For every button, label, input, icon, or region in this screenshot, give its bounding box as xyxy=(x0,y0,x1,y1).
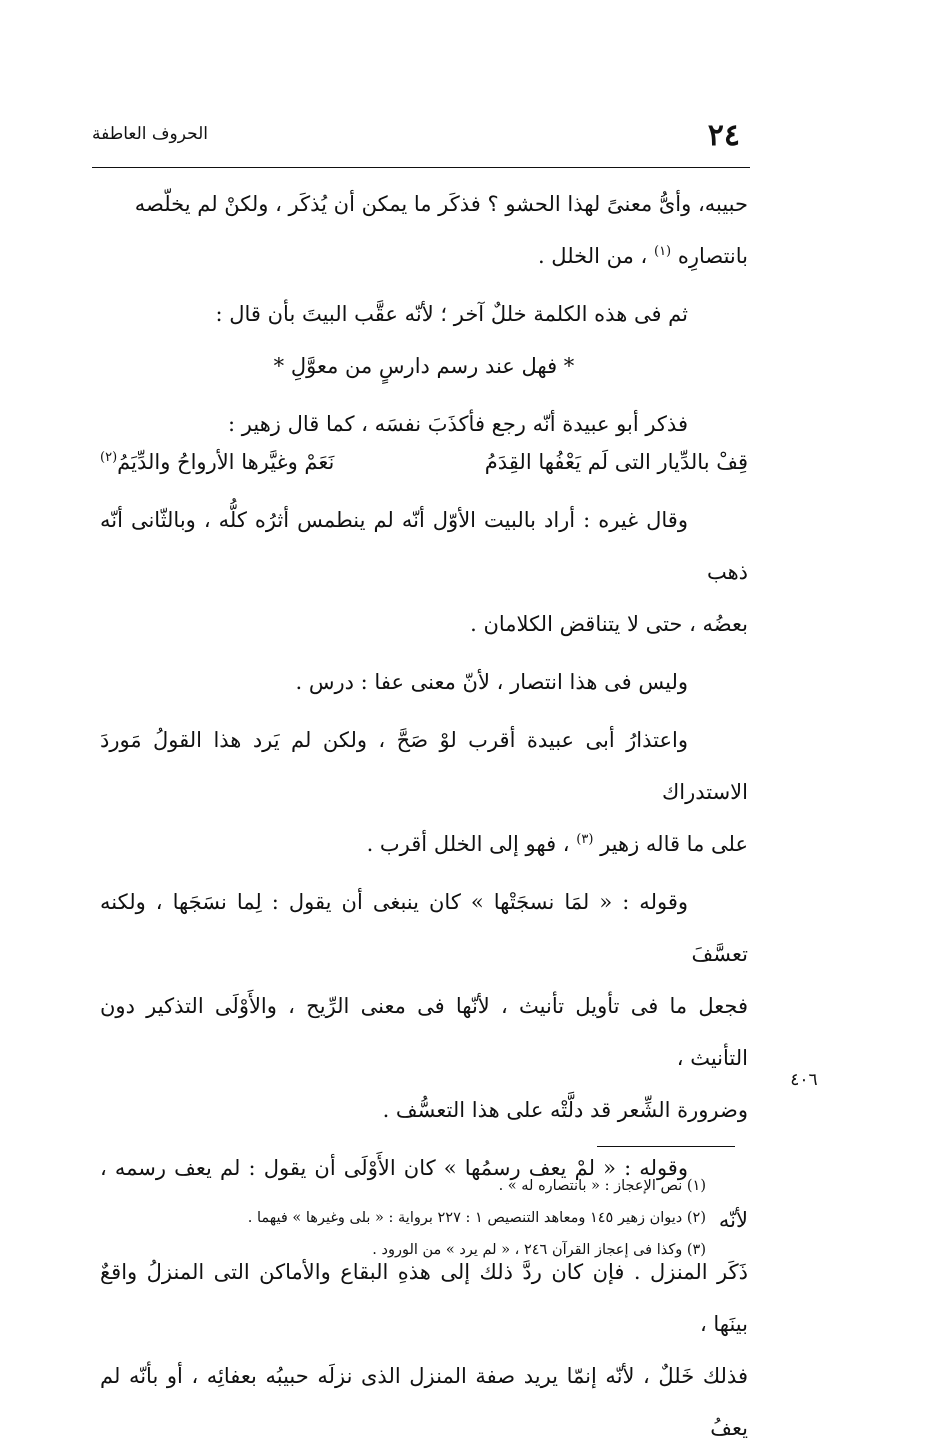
paragraph-1-line-1: حبيبه، وأىُّ معنىً لهذا الحشو ؟ فذكَر ما يمكن أن يُذكَر ، ولكنْ لم يخلّصه xyxy=(134,192,748,216)
paragraph-8-line-1: وقوله : « لمْ يعف رسمُها » كان الأَوْلَى أن يقول : لم يعف رسمه ، لأنّه xyxy=(100,1156,748,1232)
footnotes xyxy=(150,1170,706,1266)
verse-second-hemistich xyxy=(100,436,334,488)
page-number: ٢٤ xyxy=(707,118,740,153)
footnote-ref-2: (٢) xyxy=(100,450,118,465)
footnote-rule xyxy=(597,1146,735,1147)
header-rule xyxy=(92,167,750,168)
running-title: الحروف العاطفة xyxy=(92,124,209,144)
footnote-ref-3: (٣) xyxy=(576,832,594,847)
paragraph-6-text-a: على ما قاله زهير xyxy=(600,832,748,856)
paragraph-7-line-1: وقوله : « لمَا نسجَتْها » كان ينبغى أن يقول : لِما نسَجَها ، ولكنه تعسَّفَ xyxy=(100,890,748,966)
margin-number: ٤٠٦ xyxy=(790,1070,818,1090)
paragraph-2: ثم فى هذه الكلمة خللٌ آخر ؛ لأنّه عقَّب البيتَ بأن قال : xyxy=(215,302,688,326)
footnote-ref-1: (١) xyxy=(653,244,672,259)
paragraph-4-line-2: بعضُه ، حتى لا يتناقض الكلامان . xyxy=(470,612,748,636)
paragraph-7-line-2: فجعل ما فى تأويل تأنيث ، لأنّها فى معنى الرِّيح ، والأَوْلَى التذكير دون التأنيث ، xyxy=(100,994,748,1070)
verse-first-hemistich: قِفْ بالدِّيار التى لَم يَعْفُها القِدَمُ xyxy=(484,450,748,474)
paragraph-1-line-2 xyxy=(100,230,748,282)
paragraph-8-line-3: فذلك خَللٌ ، لأنّه إنمّا يريد صفة المنزل الذى نزلَه حبيبُه بعفائِه ، أو بأنّه لم يعفُ xyxy=(100,1364,748,1440)
verse-quote: * فهل عند رسم دارسٍ من معوَّلِ * xyxy=(273,354,575,378)
paragraph-6-text-b: ، فهو إلى الخلل أقرب . xyxy=(366,832,570,856)
footnote-2: (٢) ديوان زهير ١٤٥ ومعاهد التنصيص ١ : ٢٢٧ برواية : « بلى وغيرها » فيهما . xyxy=(247,1210,706,1226)
paragraph-8-line-2: ذَكَر المنزل . فإن كان ردَّ ذلك إلى هذهِ البقاع والأماكن التى المنزلُ واقعٌ بينَها ، xyxy=(100,1260,748,1336)
footnote-1: (١) نص الإعجاز : « بانتصاره له » . xyxy=(498,1178,706,1194)
paragraph-7-line-3: وضرورة الشِّعر قد دلَّتْه على هذا التعسُّف . xyxy=(382,1098,748,1122)
paragraph-6-line-2 xyxy=(100,818,748,870)
paragraph-1-text-a: بانتصارِه xyxy=(677,244,748,268)
verse-second-text: نَعَمْ وغيَّرها الأرواحُ والدِّيَمُ xyxy=(117,450,335,474)
paragraph-6-line-1: واعتذارُ أبى عبيدة أقرب لوْ صَحَّ ، ولكن لم يَرد هذا القولُ مَوردَ الاستدراك xyxy=(100,728,748,804)
paragraph-3: فذكر أبو عبيدة أنّه رجع فأكذَبَ نفسَه ، كما قال زهير : xyxy=(228,412,688,436)
paragraph-4-line-1: وقال غيره : أراد بالبيت الأوّل أنّه لم ينطمس أثرُه كلُّه ، وبالثّانى أنّه ذهب xyxy=(100,508,748,584)
paragraph-5: وليس فى هذا انتصار ، لأنّ معنى عفا : درس . xyxy=(295,670,688,694)
footnote-3: (٣) وكذا فى إعجاز القرآن ٢٤٦ ، « لم يرد » من الورود . xyxy=(372,1242,706,1258)
paragraph-1-text-b: ، من الخلل . xyxy=(537,244,648,268)
